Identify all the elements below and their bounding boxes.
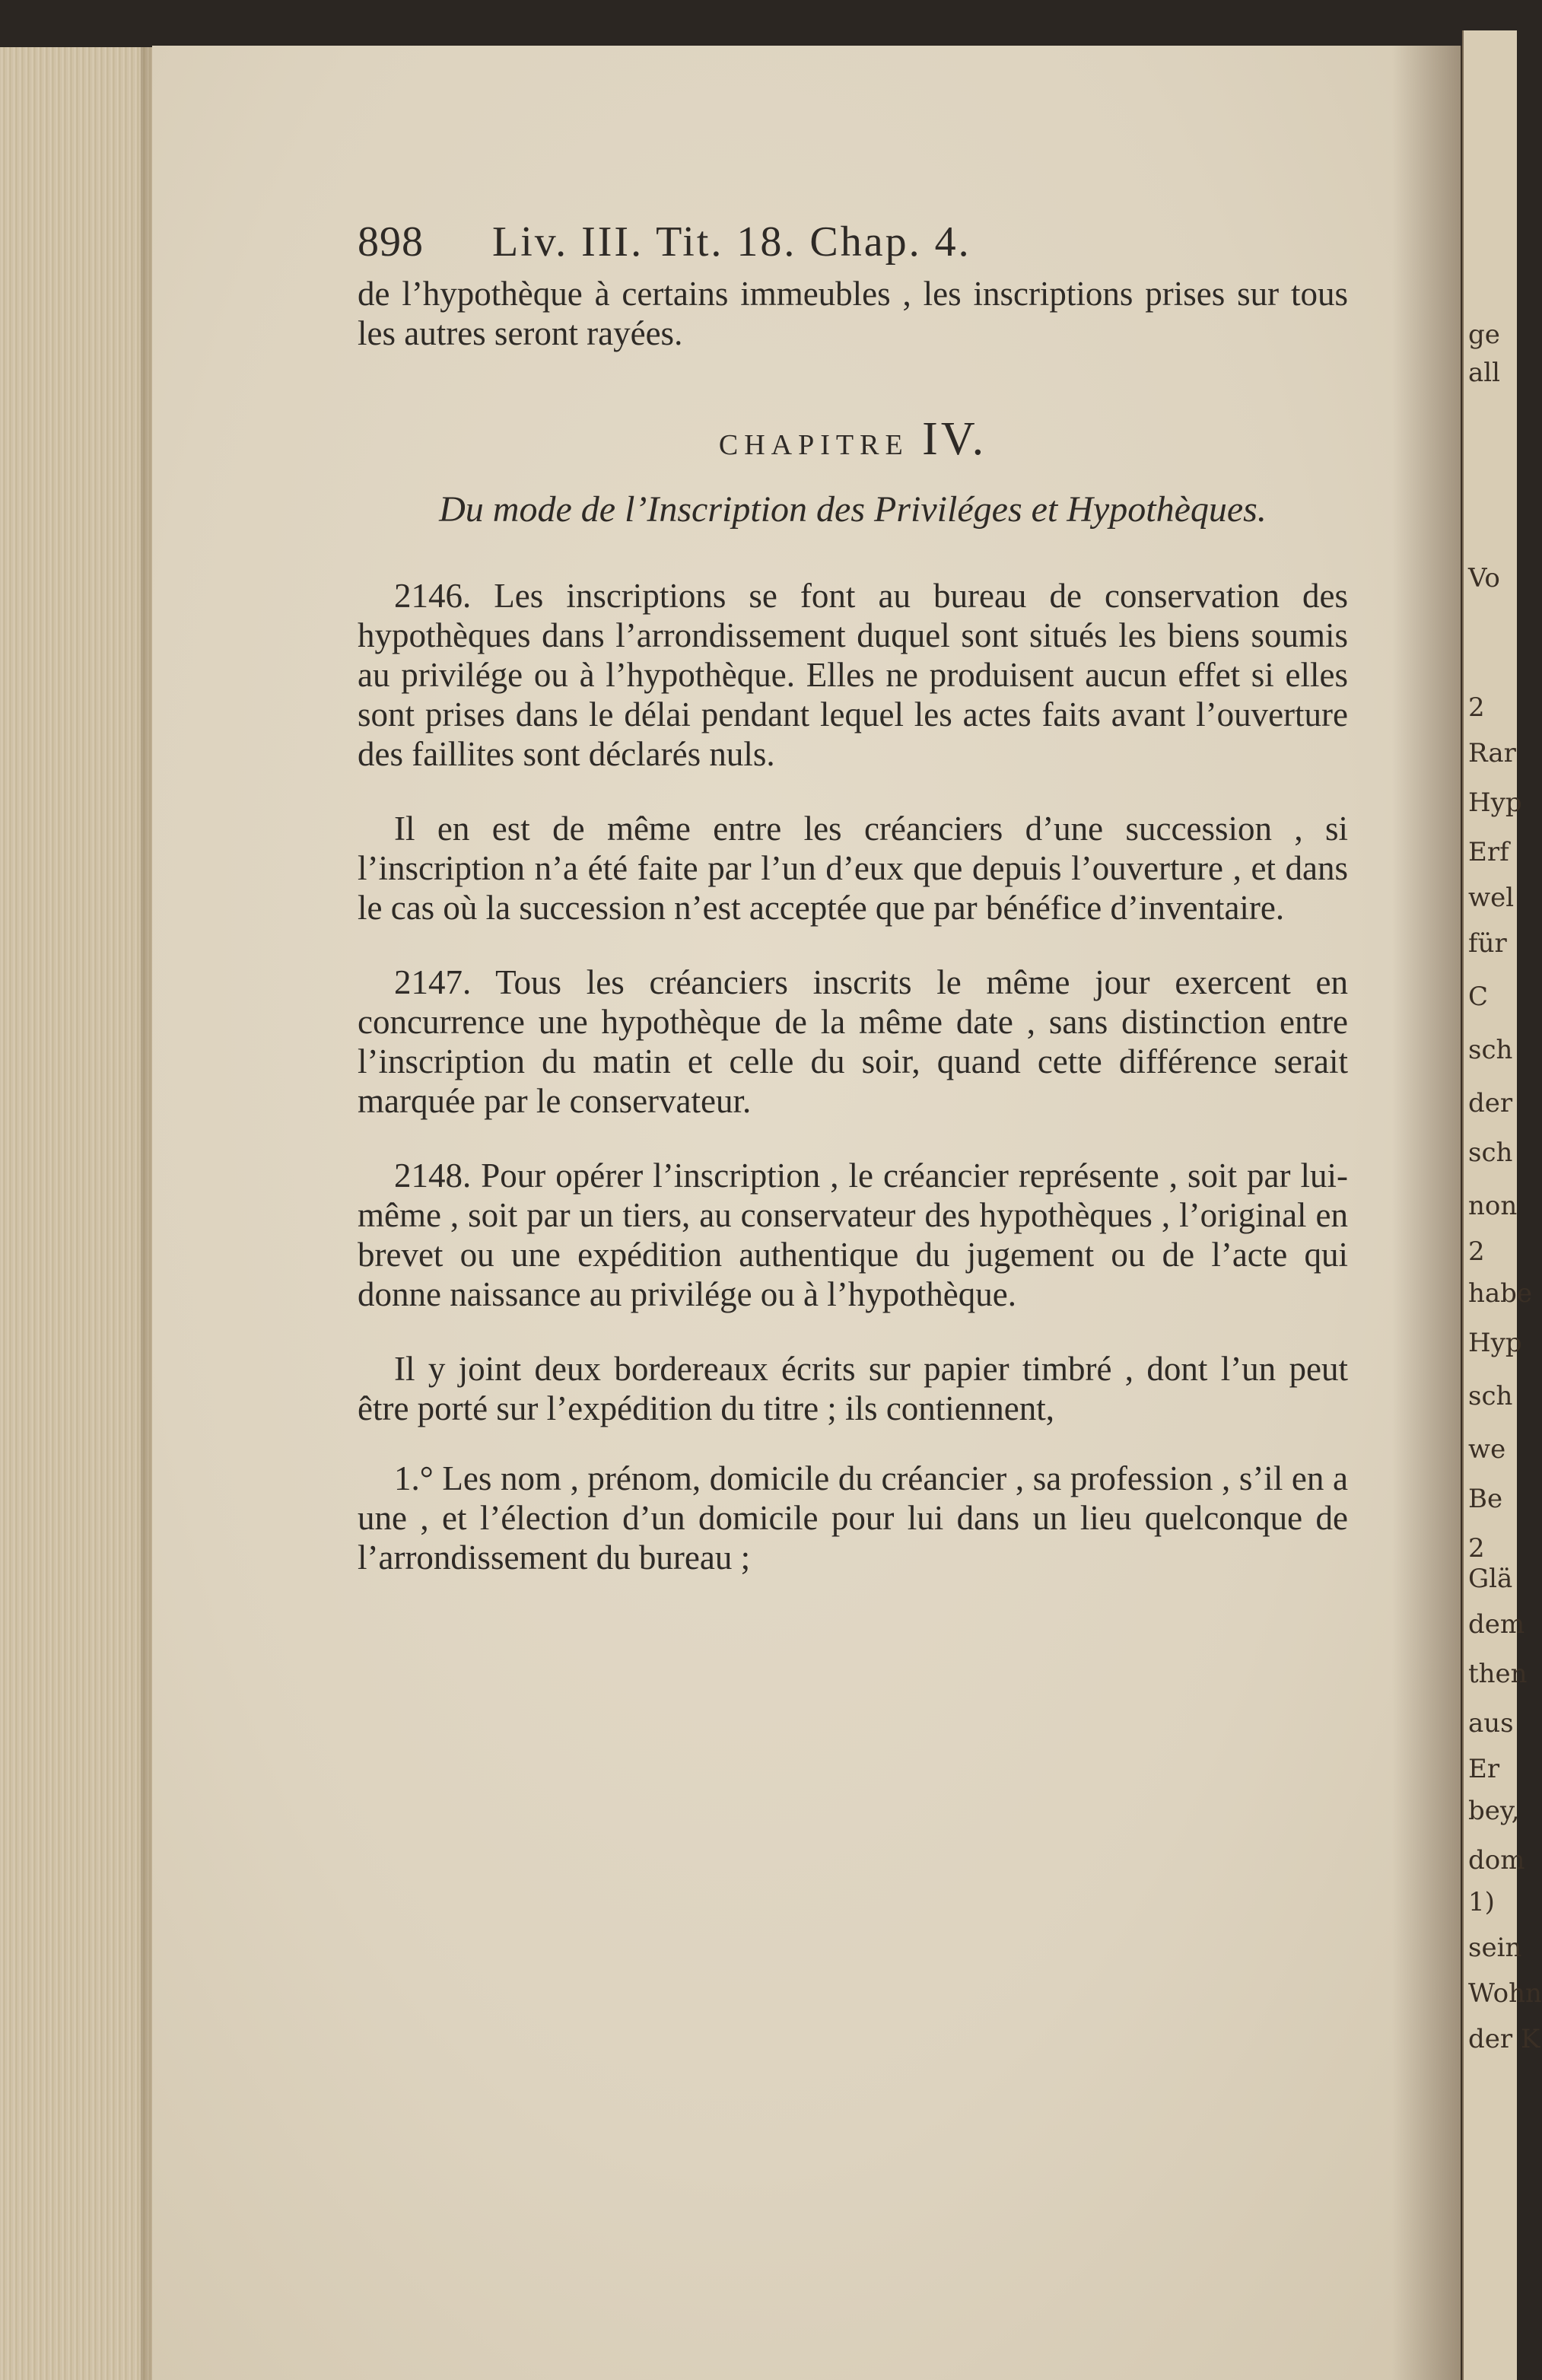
article-2146-paragraph-2: Il en est de même entre les créanciers d’une succession , si l’inscription n’a été faite par l’un d’eux que depuis l’ouverture , et dans le cas où la succession n’est acceptée que par bénéfice d’inventaire. [358, 810, 1348, 927]
facing-fragment: C [1468, 982, 1489, 1012]
facing-fragment: non [1468, 1191, 1518, 1221]
article-2148-paragraph-2: Il y joint deux bordereaux écrits sur papier timbré , dont l’un peut être porté sur l’expédition du titre ; ils contiennent, [358, 1350, 1348, 1427]
facing-fragment: all [1468, 358, 1501, 388]
facing-fragment: 1) [1468, 1887, 1495, 1917]
facing-fragment: der K [1468, 2024, 1540, 2054]
facing-fragment: Hyp [1468, 1328, 1522, 1358]
facing-fragment: 2 [1468, 1236, 1485, 1267]
continuation-paragraph: de l’hypothèque à certains immeubles , les inscriptions prises sur tous les autres seront rayées. [358, 275, 1348, 352]
facing-fragment: we [1468, 1434, 1506, 1465]
gutter-shadow [1392, 46, 1468, 2380]
facing-fragment: sch [1468, 1138, 1513, 1168]
article-2147: 2147. Tous les créanciers inscrits le même jour exercent en concurrence une hypothèque de la même date , sans distinction entre l’inscription du matin et celle du soir, quand cette différence serait marquée par le conservateur. [358, 963, 1348, 1120]
page-number: 898 [358, 218, 424, 266]
facing-fragment: sch [1468, 1035, 1513, 1065]
running-head [358, 218, 1348, 266]
facing-fragment: 2 [1468, 1533, 1485, 1564]
facing-fragment: der [1468, 1088, 1513, 1118]
facing-fragment: Erf [1468, 837, 1509, 867]
facing-fragment: wel [1468, 883, 1515, 913]
facing-fragment: Rar [1468, 738, 1516, 768]
facing-fragment: dom [1468, 1845, 1525, 1876]
facing-fragment: Vo [1468, 563, 1500, 593]
running-head-title: Liv. III. Tit. 18. Chap. 4. [492, 218, 971, 266]
chapter-label: CHAPITRE [718, 429, 909, 461]
article-2148: 2148. Pour opérer l’inscription , le créancier représente , soit par lui-même , soit par un tiers, au conservateur des hypothèques , l’original en brevet ou une expédition authentique du jugement ou de l’acte qui donne naissance au privilége ou à l’hypothèque. [358, 1157, 1348, 1313]
article-2146: 2146. Les inscriptions se font au bureau de conservation des hypothèques dans l’arrondissement duquel sont situés les biens soumis au privilége ou à l’hypothèque. Elles ne produisent aucun effet si elles sont prises dans le délai pendant lequel les actes faits avant l’ouverture des faillites sont déclarés nuls. [358, 577, 1348, 773]
facing-fragment: Er [1468, 1754, 1500, 1784]
facing-fragment: dem [1468, 1609, 1525, 1640]
facing-page [1462, 30, 1542, 2380]
facing-fragment: sein [1468, 1933, 1522, 1963]
facing-fragment: aus [1468, 1708, 1514, 1739]
page-text [358, 218, 1348, 1612]
facing-fragment: then [1468, 1659, 1528, 1689]
facing-fragment: 2 [1468, 692, 1485, 723]
facing-fragment: Hyp [1468, 788, 1522, 818]
article-2148-item-1: 1.° Les nom , prénom, domicile du créancier , sa profession , s’il en a une , et l’élection d’un domicile pour lui dans un lieu quelconque de l’arrondissement du bureau ; [358, 1459, 1348, 1577]
facing-fragment: Wohn [1468, 1978, 1542, 2009]
facing-fragment: ge [1468, 320, 1500, 350]
facing-fragment: Glä [1468, 1564, 1513, 1594]
chapter-heading [358, 412, 1348, 466]
facing-fragment: bey, [1468, 1796, 1520, 1826]
facing-fragment: Be [1468, 1484, 1503, 1514]
chapter-number: IV. [922, 413, 987, 465]
facing-fragment: für [1468, 928, 1507, 959]
facing-fragment: habe [1468, 1278, 1533, 1309]
facing-fragment: sch [1468, 1381, 1513, 1411]
chapter-title: Du mode de l’Inscription des Priviléges et Hypothèques. [439, 489, 1267, 530]
page-stack-edge [0, 47, 152, 2380]
